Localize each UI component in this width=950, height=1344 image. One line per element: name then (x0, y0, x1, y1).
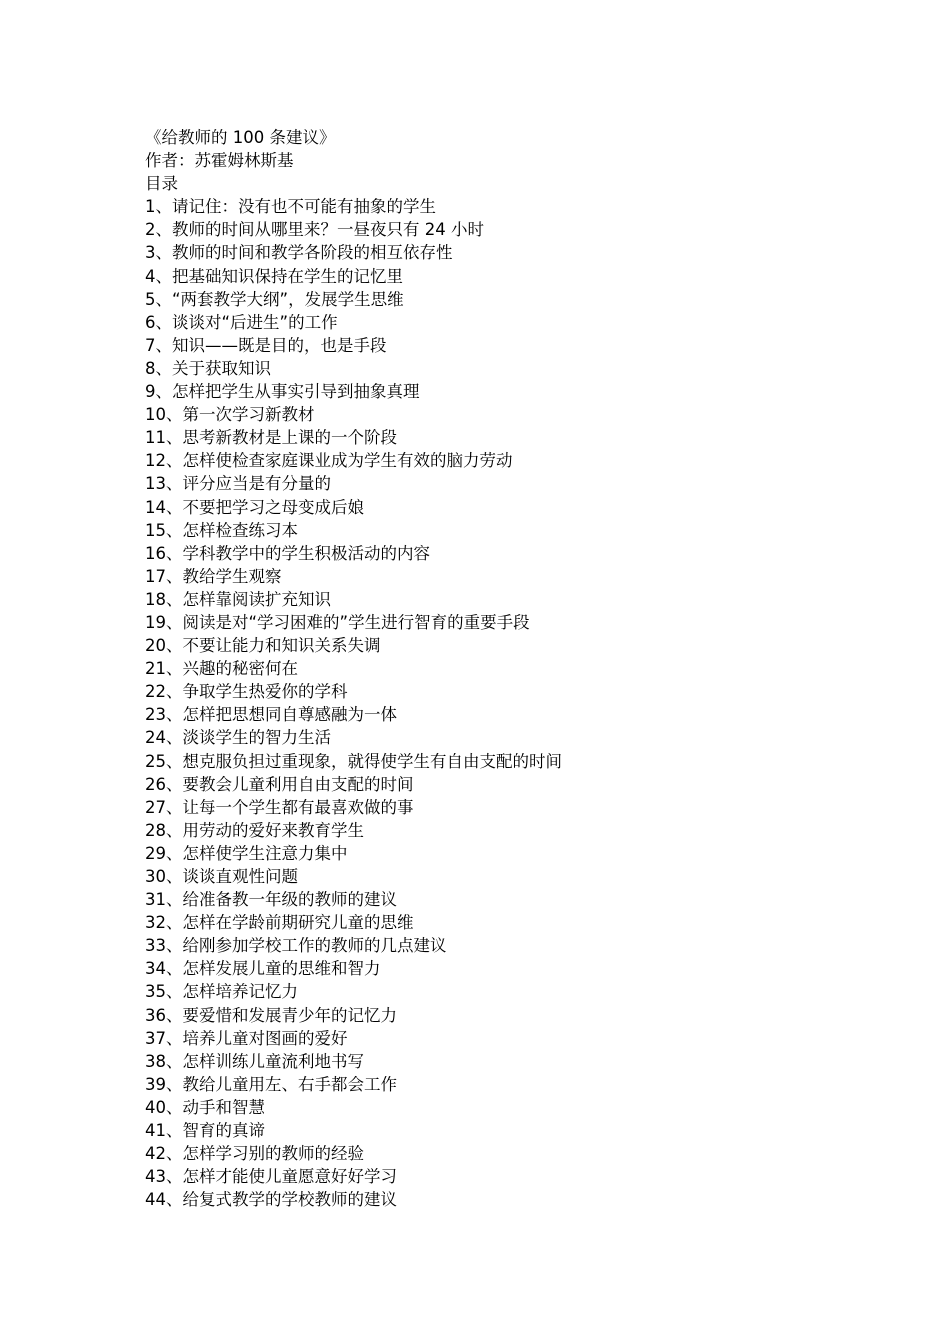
toc-item: 40、动手和智慧 (145, 1097, 265, 1117)
toc-item: 5、“两套教学大纲”，发展学生思维 (145, 289, 404, 309)
toc-item: 17、教给学生观察 (145, 566, 282, 586)
toc-item: 2、教师的时间从哪里来？一昼夜只有 24 小时 (145, 220, 484, 240)
toc-item: 26、要教会儿童利用自由支配的时间 (145, 774, 414, 794)
toc-item: 18、怎样靠阅读扩充知识 (145, 589, 331, 609)
document-title: 《给教师的 100 条建议》 (145, 128, 336, 147)
toc-item: 21、兴趣的秘密何在 (145, 659, 298, 679)
toc-item: 1、请记住：没有也不可能有抽象的学生 (145, 197, 436, 217)
toc-item: 6、谈谈对“后进生”的工作 (145, 312, 338, 332)
toc-item: 44、给复式教学的学校教师的建议 (145, 1190, 397, 1210)
toc-item: 16、学科教学中的学生积极活动的内容 (145, 543, 430, 563)
toc-item: 22、争取学生热爱你的学科 (145, 682, 348, 702)
toc-item: 8、关于获取知识 (145, 358, 271, 378)
toc-item: 13、评分应当是有分量的 (145, 474, 331, 494)
toc-item: 28、用劳动的爱好来教育学生 (145, 820, 364, 840)
toc-item: 34、怎样发展儿童的思维和智力 (145, 959, 381, 979)
toc-item: 42、怎样学习别的教师的经验 (145, 1144, 364, 1164)
toc-item: 32、怎样在学龄前期研究儿童的思维 (145, 913, 414, 933)
toc-item: 27、让每一个学生都有最喜欢做的事 (145, 797, 414, 817)
toc-item: 39、教给儿童用左、右手都会工作 (145, 1074, 397, 1094)
toc-item: 41、智育的真谛 (145, 1121, 265, 1141)
toc-item: 36、要爱惜和发展青少年的记忆力 (145, 1005, 397, 1025)
toc-item: 25、想克服负担过重现象，就得使学生有自由支配的时间 (145, 751, 562, 771)
document-content (145, 126, 905, 1211)
toc-item: 4、把基础知识保持在学生的记忆里 (145, 266, 403, 286)
toc-item: 9、怎样把学生从事实引导到抽象真理 (145, 382, 420, 402)
toc-item: 38、怎样训练儿童流利地书写 (145, 1051, 364, 1071)
table-of-contents (145, 195, 905, 1211)
toc-item: 3、教师的时间和教学各阶段的相互依存性 (145, 243, 453, 263)
toc-item: 20、不要让能力和知识关系失调 (145, 636, 381, 656)
toc-item: 12、怎样使检查家庭课业成为学生有效的脑力劳动 (145, 451, 513, 471)
toc-item: 7、知识——既是目的，也是手段 (145, 335, 387, 355)
toc-item: 30、谈谈直观性问题 (145, 867, 298, 886)
toc-item: 37、培养儿童对图画的爱好 (145, 1028, 348, 1048)
toc-heading: 目录 (145, 174, 178, 194)
toc-item: 11、思考新教材是上课的一个阶段 (145, 428, 397, 448)
toc-item: 10、第一次学习新教材 (145, 405, 315, 425)
toc-item: 43、怎样才能使儿童愿意好好学习 (145, 1167, 397, 1187)
toc-item: 24、淡谈学生的智力生活 (145, 728, 331, 748)
toc-item: 19、阅读是对“学习困难的”学生进行智育的重要手段 (145, 612, 530, 632)
toc-item: 14、不要把学习之母变成后娘 (145, 497, 364, 517)
toc-item: 35、怎样培养记忆力 (145, 982, 298, 1002)
toc-item: 33、给刚参加学校工作的教师的几点建议 (145, 936, 447, 956)
toc-item: 15、怎样检查练习本 (145, 520, 298, 540)
toc-item: 29、怎样使学生注意力集中 (145, 843, 348, 863)
toc-item: 23、怎样把思想同自尊感融为一体 (145, 705, 397, 725)
document-author: 作者：苏霍姆林斯基 (145, 151, 294, 171)
toc-item: 31、给准备教一年级的教师的建议 (145, 890, 397, 910)
